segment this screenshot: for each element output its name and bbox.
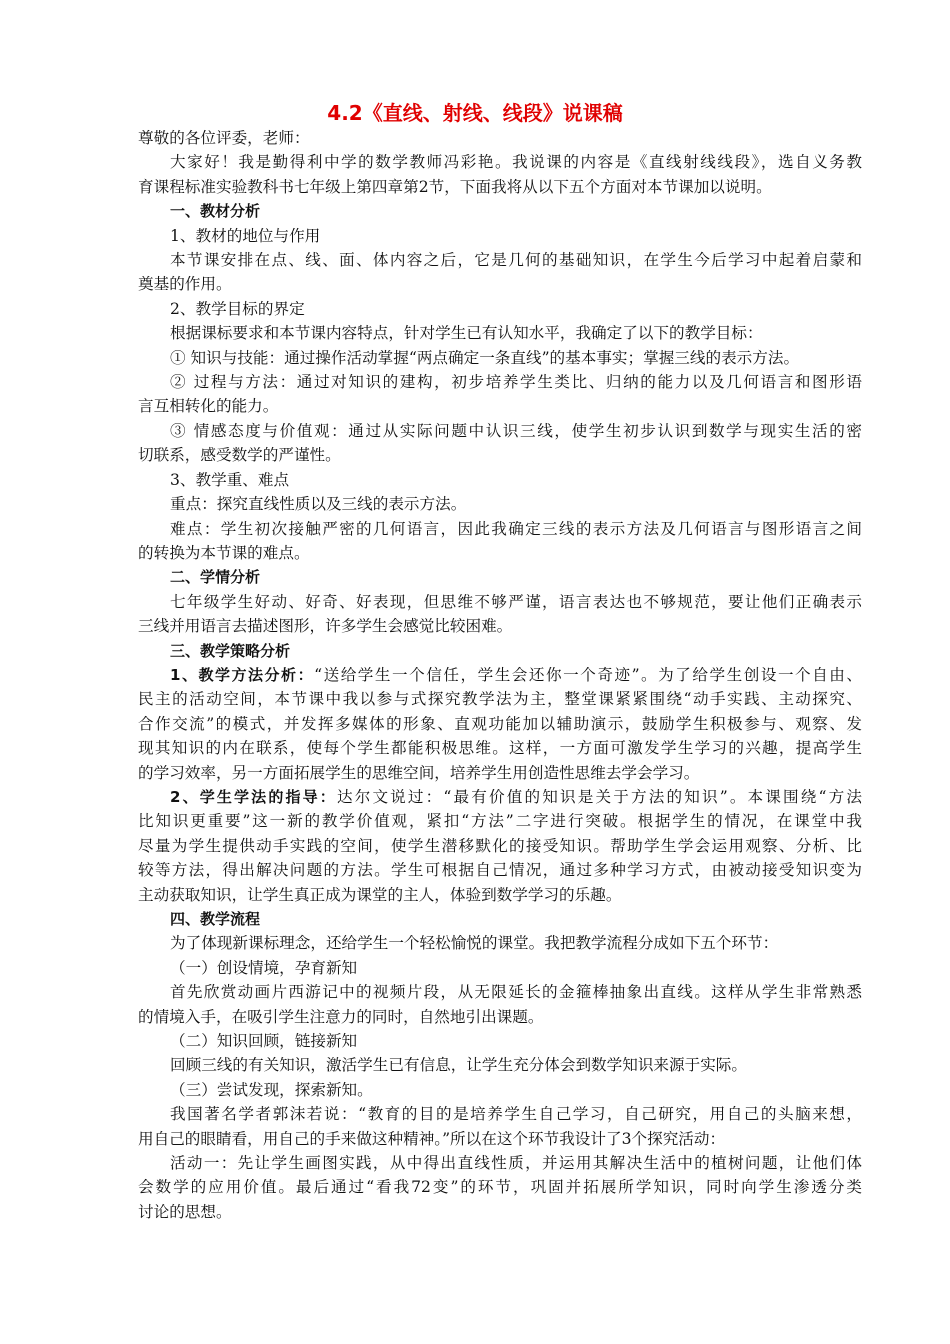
- paragraph-line: [138, 590, 862, 614]
- paragraph-line: [138, 150, 862, 174]
- paragraph-line: [138, 175, 862, 199]
- paragraph-line: [138, 1127, 862, 1151]
- line-text: 1、教材的地位与作用: [170, 226, 321, 245]
- paragraph-line: [138, 224, 862, 248]
- line-text: 尽量为学生提供动手实践的空间，使学生潜移默化的接受知识。帮助学生学会运用观察、分析、比: [138, 836, 862, 855]
- line-text: 二、学情分析: [170, 568, 261, 587]
- paragraph-line: [138, 443, 862, 467]
- line-text: ② 过程与方法：通过对知识的建构，初步培养学生类比、归纳的能力以及几何语言和图形语: [170, 373, 862, 392]
- line-text: 一、教材分析: [170, 202, 261, 221]
- paragraph-line: [138, 394, 862, 418]
- paragraph-line: [138, 980, 862, 1004]
- paragraph-line: [138, 858, 862, 882]
- paragraph-line: [138, 785, 862, 809]
- section-heading: [138, 639, 862, 663]
- line-text: 言互相转化的能力。: [138, 397, 279, 416]
- paragraph-line: [138, 1005, 862, 1029]
- paragraph-line: [138, 883, 862, 907]
- paragraph-line: [138, 419, 862, 443]
- paragraph-line: [138, 712, 862, 736]
- paragraph-line: [138, 346, 862, 370]
- line-text: 七年级学生好动、好奇、好表现，但思维不够严谨，语言表达也不够规范，要让他们正确表示: [170, 592, 862, 611]
- paragraph-line: [138, 809, 862, 833]
- line-text: 切联系，感受数学的严谨性。: [138, 446, 341, 465]
- paragraph-line: [138, 761, 862, 785]
- line-text: 根据课标要求和本节课内容特点，针对学生已有认知水平，我确定了以下的教学目标：: [170, 324, 763, 343]
- paragraph-line: [138, 248, 862, 272]
- paragraph-line: [138, 297, 862, 321]
- document-title: 4.2《直线、射线、线段》说课稿: [327, 101, 623, 125]
- line-text: （三）尝试发现，探索新知。: [170, 1080, 373, 1099]
- line-text: 比知识更重要”这一新的教学价值观，紧扣“方法”二字进行突破。根据学生的情况，在课堂中我: [138, 812, 862, 831]
- paragraph-line: [138, 687, 862, 711]
- bold-lead: 1、教学方法分析：: [170, 665, 315, 684]
- section-heading: [138, 199, 862, 223]
- bold-lead: 2、学生学法的指导：: [170, 787, 337, 806]
- line-text: 四、教学流程: [170, 910, 261, 928]
- line-text: 难点：学生初次接触严密的几何语言，因此我确定三线的表示方法及几何语言与图形语言之间: [170, 519, 862, 538]
- section-heading: [138, 907, 862, 931]
- paragraph-line: [138, 1102, 862, 1126]
- paragraph-line: [138, 468, 862, 492]
- document-body: [138, 126, 862, 1224]
- line-text: （二）知识回顾，链接新知: [170, 1032, 358, 1051]
- paragraph-line: [138, 834, 862, 858]
- paragraph-line: [138, 126, 862, 150]
- line-text: 我国著名学者郭沫若说：“教育的目的是培养学生自己学习，自己研究，用自己的头脑来想，: [170, 1105, 862, 1124]
- line-text: 的情境入手，在吸引学生注意力的同时，自然地引出课题。: [138, 1007, 544, 1026]
- line-text: 用自己的眼睛看，用自己的手来做这种精神。”所以在这个环节我设计了3个探究活动：: [138, 1129, 726, 1148]
- line-text: 民主的活动空间，本节课中我以参与式探究教学法为主，整堂课紧紧围绕“动手实践、主动探究、: [138, 690, 862, 709]
- paragraph-line: [138, 272, 862, 296]
- paragraph-line: [138, 1151, 862, 1175]
- line-text: （一）创设情境，孕育新知: [170, 958, 358, 977]
- line-text: 首先欣赏动画片西游记中的视频片段，从无限延长的金箍棒抽象出直线。这样从学生非常熟悉: [170, 983, 862, 1002]
- line-text: 合作交流”的模式，并发挥多媒体的形象、直观功能加以辅助演示，鼓励学生积极参与、观察、发: [138, 714, 862, 733]
- paragraph-line: [138, 1053, 862, 1077]
- line-text: ① 知识与技能：通过操作活动掌握“两点确定一条直线”的基本事实；掌握三线的表示方法。: [170, 348, 800, 367]
- paragraph-line: [138, 517, 862, 541]
- line-text: 重点：探究直线性质以及三线的表示方法。: [170, 495, 467, 514]
- line-text: 尊敬的各位评委，老师：: [138, 129, 310, 147]
- line-text: 3、教学重、难点: [170, 470, 290, 489]
- line-text: 较等方法，得出解决问题的方法。学生可根据自己情况，通过多种学习方式，由被动接受知识变为: [138, 861, 862, 880]
- line-text: 大家好！我是勤得利中学的数学教师冯彩艳。我说课的内容是《直线射线线段》，选自义务教: [170, 153, 862, 172]
- line-text: 现其知识的内在联系，使每个学生都能积极思维。这样，一方面可激发学生学习的兴趣，提高学生: [138, 739, 862, 758]
- paragraph-line: [138, 541, 862, 565]
- line-text: 三线并用语言去描述图形，许多学生会感觉比较困难。: [138, 617, 513, 636]
- paragraph-line: [138, 956, 862, 980]
- paragraph-line: [138, 931, 862, 955]
- paragraph-line: [138, 321, 862, 345]
- line-text: 活动一：先让学生画图实践，从中得出直线性质，并运用其解决生活中的植树问题，让他们体: [170, 1154, 862, 1173]
- line-text: 的学习效率，另一方面拓展学生的思维空间，培养学生用创造性思维去学会学习。: [138, 763, 700, 782]
- paragraph-line: [138, 1175, 862, 1199]
- line-text: 本节课安排在点、线、面、体内容之后，它是几何的基础知识，在学生今后学习中起着启蒙和: [170, 251, 862, 270]
- line-text: 的转换为本节课的难点。: [138, 543, 310, 562]
- section-heading: [138, 565, 862, 589]
- paragraph-line: [138, 492, 862, 516]
- line-text: 达尔文说过：“最有价值的知识是关于方法的知识”。本课围绕“方法: [336, 787, 862, 806]
- line-text: “送给学生一个信任，学生会还你一个奇迹”。为了给学生创设一个自由、: [314, 665, 862, 684]
- paragraph-line: [138, 370, 862, 394]
- line-text: 讨论的思想。: [138, 1202, 232, 1221]
- line-text: 为了体现新课标理念，还给学生一个轻松愉悦的课堂。我把教学流程分成如下五个环节：: [170, 934, 779, 953]
- line-text: 奠基的作用。: [138, 275, 232, 294]
- line-text: 三、教学策略分析: [170, 641, 291, 660]
- line-text: 2、教学目标的界定: [170, 299, 305, 318]
- paragraph-line: [138, 1200, 862, 1224]
- line-text: 会数学的应用价值。最后通过“看我72变”的环节，巩固并拓展所学知识，同时向学生渗透分类: [138, 1178, 862, 1197]
- paragraph-line: [138, 663, 862, 687]
- paragraph-line: [138, 1078, 862, 1102]
- paragraph-line: [138, 736, 862, 760]
- line-text: 回顾三线的有关知识，激活学生已有信息，让学生充分体会到数学知识来源于实际。: [170, 1056, 747, 1075]
- line-text: 主动获取知识，让学生真正成为课堂的主人，体验到数学学习的乐趣。: [138, 885, 622, 904]
- paragraph-line: [138, 614, 862, 638]
- line-text: 育课程标准实验教科书七年级上第四章第2节，下面我将从以下五个方面对本节课加以说明。: [138, 177, 772, 196]
- line-text: ③ 情感态度与价值观：通过从实际问题中认识三线，使学生初步认识到数学与现实生活的密: [170, 421, 862, 440]
- paragraph-line: [138, 1029, 862, 1053]
